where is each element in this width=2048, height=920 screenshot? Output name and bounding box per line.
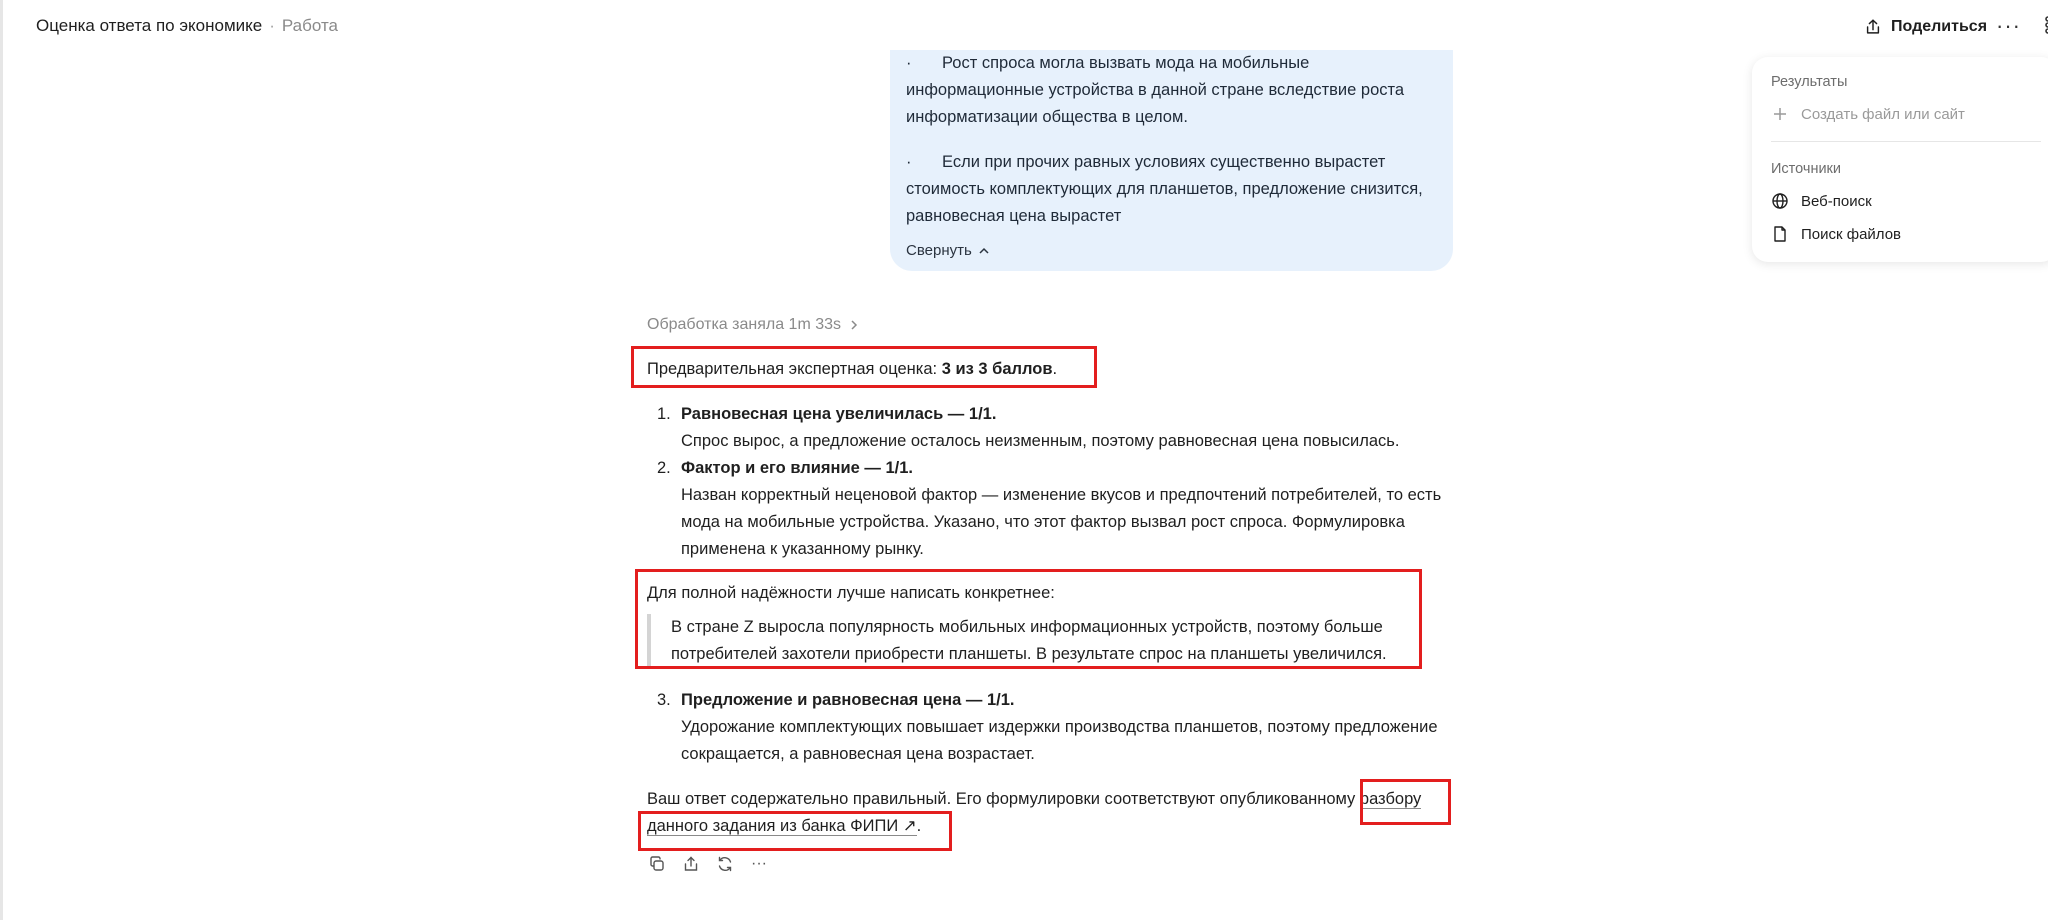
conclusion-end: . xyxy=(916,817,922,835)
bullet: · xyxy=(906,153,912,171)
title-separator: · xyxy=(269,16,275,35)
score-line xyxy=(647,356,1057,383)
score-suffix: . xyxy=(1052,360,1058,378)
chevron-up-icon xyxy=(978,245,990,257)
web-search-label: Веб-поиск xyxy=(1801,192,1872,210)
window-left-edge xyxy=(0,0,3,920)
user-message xyxy=(890,50,1453,271)
copy-button[interactable] xyxy=(647,854,667,874)
share-button[interactable] xyxy=(1864,13,1987,41)
item-text: Удорожание комплектующих повышает издержки производства планшетов, поэтому предложение сокращается, а равновесная цена возрастает. xyxy=(681,718,1438,763)
breadcrumb xyxy=(36,16,338,36)
link-word: разбору xyxy=(1359,790,1422,808)
regenerate-button[interactable] xyxy=(715,854,735,874)
share-response-button[interactable] xyxy=(681,854,701,874)
item-text: Спрос вырос, а предложение осталось неизменным, поэтому равновесная цена повысилась. xyxy=(681,432,1400,450)
web-search-item[interactable] xyxy=(1771,192,1872,210)
conclusion-text: Ваш ответ содержательно правильный. Его формулировки соответствуют опубликованному xyxy=(647,790,1360,808)
thinking-duration-toggle[interactable] xyxy=(647,316,859,334)
copy-icon xyxy=(648,855,666,873)
file-search-label: Поиск файлов xyxy=(1801,225,1902,243)
more-actions-button[interactable]: ··· xyxy=(751,855,767,872)
results-heading: Результаты xyxy=(1771,74,1848,90)
item-text: Назван корректный неценовой фактор — изменение вкусов и предпочтений потребителей, то есть мода на мобильные устройства. Указано, что этот фактор вызвал рост спроса. Формулировка применена к указанному рынку. xyxy=(681,486,1442,558)
sources-heading: Источники xyxy=(1771,161,1842,177)
plus-icon xyxy=(1771,105,1789,123)
external-link-icon: ↗ xyxy=(902,817,917,835)
item-number: 1. xyxy=(657,405,671,423)
share-label: Поделиться xyxy=(1891,18,1988,35)
item-number: 2. xyxy=(657,459,671,477)
item-title: Фактор и его влияние — 1/1. xyxy=(681,459,913,477)
collapse-button[interactable] xyxy=(906,237,990,264)
refresh-icon xyxy=(716,855,734,873)
message-actions xyxy=(647,854,769,874)
panel-toggle-icon[interactable] xyxy=(2040,14,2048,36)
thinking-label: Обработка заняла 1m 33s xyxy=(647,316,842,333)
paragraph-text: Если при прочих равных условиях существенно вырастет стоимость комплектующих для планшетов, предложение снизится, равновесная цена вырастет xyxy=(906,153,1423,225)
suggested-wording-quote: В стране Z выросла популярность мобильных информационных устройств, поэтому больше потребителей захотели приобрести планшеты. В результате спрос на планшеты увеличился. xyxy=(647,614,1407,668)
collapse-label: Свернуть xyxy=(906,242,972,259)
share-icon xyxy=(1864,18,1882,36)
link-rest: данного задания из банка ФИПИ xyxy=(647,817,899,835)
chevron-right-icon xyxy=(849,319,859,331)
side-panel xyxy=(1752,57,2048,262)
conclusion xyxy=(647,786,1447,840)
item-body xyxy=(681,687,1451,768)
file-icon xyxy=(1771,225,1789,243)
score-prefix: Предварительная экспертная оценка: xyxy=(647,360,942,378)
paragraph-text: Рост спроса могла вызвать мода на мобильные информационные устройства в данной стране вследствие роста информатизации общества в целом. xyxy=(906,54,1405,126)
create-file-label: Создать файл или сайт xyxy=(1801,105,1965,123)
advice-text: Для полной надёжности лучше написать конкретнее: xyxy=(647,584,1055,602)
more-options-button[interactable]: ··· xyxy=(1996,13,2021,38)
item-body xyxy=(681,401,1451,455)
header xyxy=(0,0,2048,54)
user-message-paragraph xyxy=(906,50,1436,131)
item-body xyxy=(681,455,1451,563)
item-number: 3. xyxy=(657,691,671,709)
file-search-item[interactable] xyxy=(1771,225,1901,243)
divider xyxy=(1771,141,2041,142)
item-title: Равновесная цена увеличилась — 1/1. xyxy=(681,405,997,423)
create-file-button[interactable] xyxy=(1771,105,1965,123)
bullet: · xyxy=(906,54,912,72)
globe-icon xyxy=(1771,192,1789,210)
score-value: 3 из 3 баллов xyxy=(941,360,1053,378)
item-title: Предложение и равновесная цена — 1/1. xyxy=(681,691,1015,709)
share-icon xyxy=(682,855,700,873)
chat-title[interactable]: Оценка ответа по экономике xyxy=(36,16,263,35)
project-name[interactable]: Работа xyxy=(281,16,339,35)
user-message-paragraph xyxy=(906,149,1436,230)
